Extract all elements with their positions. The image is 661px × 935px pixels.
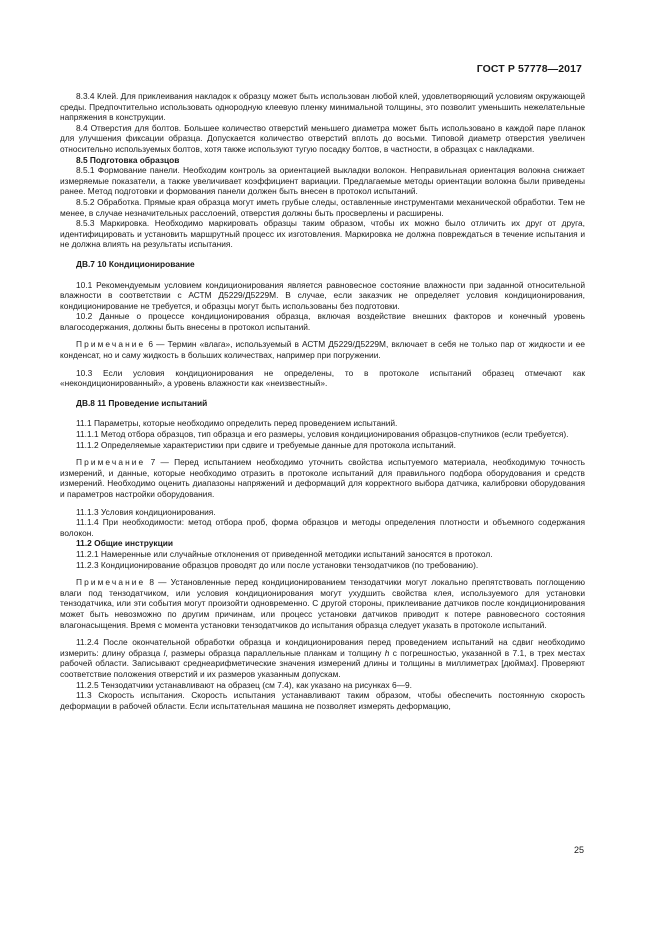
spacer (60, 361, 585, 368)
document-code-header: ГОСТ Р 57778—2017 (476, 63, 582, 75)
subheading-11-2: 11.2 Общие инструкции (76, 538, 173, 549)
section-heading-dv8: ДВ.8 11 Проведение испытаний (76, 397, 208, 408)
note-6 (60, 339, 585, 360)
note-label: Примечание (76, 457, 146, 468)
spacer (60, 389, 585, 398)
paragraph-11-1-3: 11.1.3 Условия кондиционирования. (76, 506, 216, 517)
text-run: с погрешностью, указанной в 7.1, в трех местах рабочей области. Записывают среднеарифметические значения измерений длины и толщины в миллиметрах [дюймах]. Проверяют соответствие положения отверстий и их размеров указанным допускам. (60, 647, 585, 679)
paragraph-8-5-1: 8.5.1 Формование панели. Необходим контроль за ориентацией выкладки волокон. Неправильная ориентация волокна снижает измеряемые показатели, а также увеличивает коэффициент вариации. Предлагаемые методы ориентации волокна были приведены ранее. Метод подготовки и формования панели должен быть внесен в протокол испытаний. (60, 165, 585, 197)
paragraph-11-2-5: 11.2.5 Тензодатчики устанавливают на образец (см 7.4), как указано на рисунках 6—9. (76, 679, 412, 690)
subheading-8-5: 8.5 Подготовка образцов (76, 154, 180, 165)
paragraph-10-1: 10.1 Рекомендуемым условием кондиционирования является равновесное состояние влажности при заданной относительной влажности в соответствии с АСТМ Д5229/Д5229М. В случае, если заказчик не определяет условия кондиционирования, кондиционирование не требуется, и образцы могут быть использованы без подготовки. (60, 279, 585, 311)
paragraph-11-3: 11.3 Скорость испытания. Скорость испытания устанавливают таким образом, чтобы обеспечить постоянную скорость деформации в рабочей области. Если испытательная машина не позволяет измерять деформацию, (60, 690, 585, 711)
paragraph-11-2-4 (60, 637, 585, 679)
text-run: 11.2.4 После окончательной обработки образца и кондиционирования перед проведением испытаний на сдвиг необходимо измерить: длину образца (60, 637, 585, 658)
note-text: 8 — Установленные перед кондиционированием тензодатчики могут локально препятствовать поглощению влаги под тензодатчиком, или условия кондиционирования могут ухудшить свойства клея, используемого для установки тензодатчика, или эти события могут произойти одновременно. С другой стороны, приклеивание датчиков после кондиционирования может быть невозможно по другим причинам, или процесс установки датчиков приводит к потере равновесного состояния влагонасыщения. Время с момента установки тензодатчиков до испытания образца следует указать в протоколе испытаний. (60, 577, 585, 630)
note-8 (60, 577, 585, 630)
text-run: , размеры образца параллельные планкам и толщину (165, 647, 385, 658)
note-text: 6 — Термин «влага», используемый в АСТМ Д5229/Д5229М, включает в себя не только пар от жидкости и ее конденсат, но и саму жидкость в больших количествах, например при погружении. (60, 339, 585, 361)
note-label: Примечание (76, 339, 146, 350)
spacer (60, 332, 585, 339)
paragraph-10-3: 10.3 Если условия кондиционирования не определены, то в протоколе испытаний образец отмечают как «некондиционированный», а уровень влажности как «неизвестный». (60, 367, 585, 389)
spacer (60, 630, 585, 637)
paragraph-11-1-4: 11.1.4 При необходимости: метод отбора проб, форма образцов и методы определения плотности и объемного содержания волокон. (60, 517, 585, 538)
spacer (60, 250, 585, 259)
spacer (60, 450, 585, 457)
paragraph-8-5-2: 8.5.2 Обработка. Прямые края образца могут иметь грубые следы, оставленные инструментами механической обработки. Тем не менее, в случае незначительных расслоений, отверстия должны быть просверлены и расширены. (60, 196, 585, 218)
note-text: 7 — Перед испытанием необходимо уточнить свойства испытуемого материала, необходимую точность измерений, и данные, которые необходимо отразить в протоколе испытаний для правильного подбора оборудования и средств измерений. Необходимо оценить диапазоны напряжений и деформаций для корректного выбора датчика, калибровки оборудования и параметров настройки оборудования. (60, 457, 585, 499)
symbol-thickness: h (384, 647, 390, 658)
paragraph-10-2: 10.2 Данные о процессе кондиционирования образца, включая воздействие внешних факторов и конечный уровень влагосодержания, должны быть внесены в протокол испытаний. (60, 311, 585, 332)
paragraph-11-1-2: 11.1.2 Определяемые характеристики при сдвиге и требуемые данные для протокола испытаний. (76, 439, 456, 450)
paragraph-8-3-4: 8.3.4 Клей. Для приклеивания накладок к образцу может быть использован любой клей, удовлетворяющий условиям окружающей среды. Предпочтительно использовать однородную клеевую пленку минимальной толщины, это позволит уменьшить нежелательные напряжения в конструкции. (60, 91, 585, 123)
note-label: Примечание (76, 577, 146, 588)
paragraph-8-4: 8.4 Отверстия для болтов. Большее количество отверстий меньшего диаметра может быть использовано в каждой паре планок для улучшения фиксации образца. Допускается количество отверстий вплоть до восьми. Типовой диаметр отверстия увеличен относительно используемых болтов, хотя также используют тугую посадку болтов, в частности, в образцах с накладками. (60, 122, 585, 154)
spacer (60, 570, 585, 577)
page-number: 25 (573, 845, 584, 855)
paragraph-11-1: 11.1 Параметры, которые необходимо определить перед проведением испытаний. (76, 418, 398, 429)
symbol-length: l (163, 647, 166, 658)
document-body (60, 91, 585, 711)
paragraph-11-1-1: 11.1.1 Метод отбора образцов, тип образца и его размеры, условия кондиционирования образцов-спутников (если требуется). (76, 429, 569, 440)
paragraph-8-5-3: 8.5.3 Маркировка. Необходимо маркировать образцы таким образом, чтобы их можно было отличить их друг от друга, идентифицировать и установить маршрутный процесс их изготовления. Маркировка не должна повреждаться в течение испытания и не должна влиять на результаты испытания. (60, 218, 585, 250)
note-7 (60, 457, 585, 499)
paragraph-11-2-3: 11.2.3 Кондиционирование образцов проводят до или после установки тензодатчиков (по требованию). (76, 559, 479, 570)
spacer (60, 500, 585, 507)
section-heading-dv7: ДВ.7 10 Кондиционирование (76, 258, 195, 269)
paragraph-11-2-1: 11.2.1 Намеренные или случайные отклонения от приведенной методики испытаний заносятся в протокол. (76, 548, 493, 559)
